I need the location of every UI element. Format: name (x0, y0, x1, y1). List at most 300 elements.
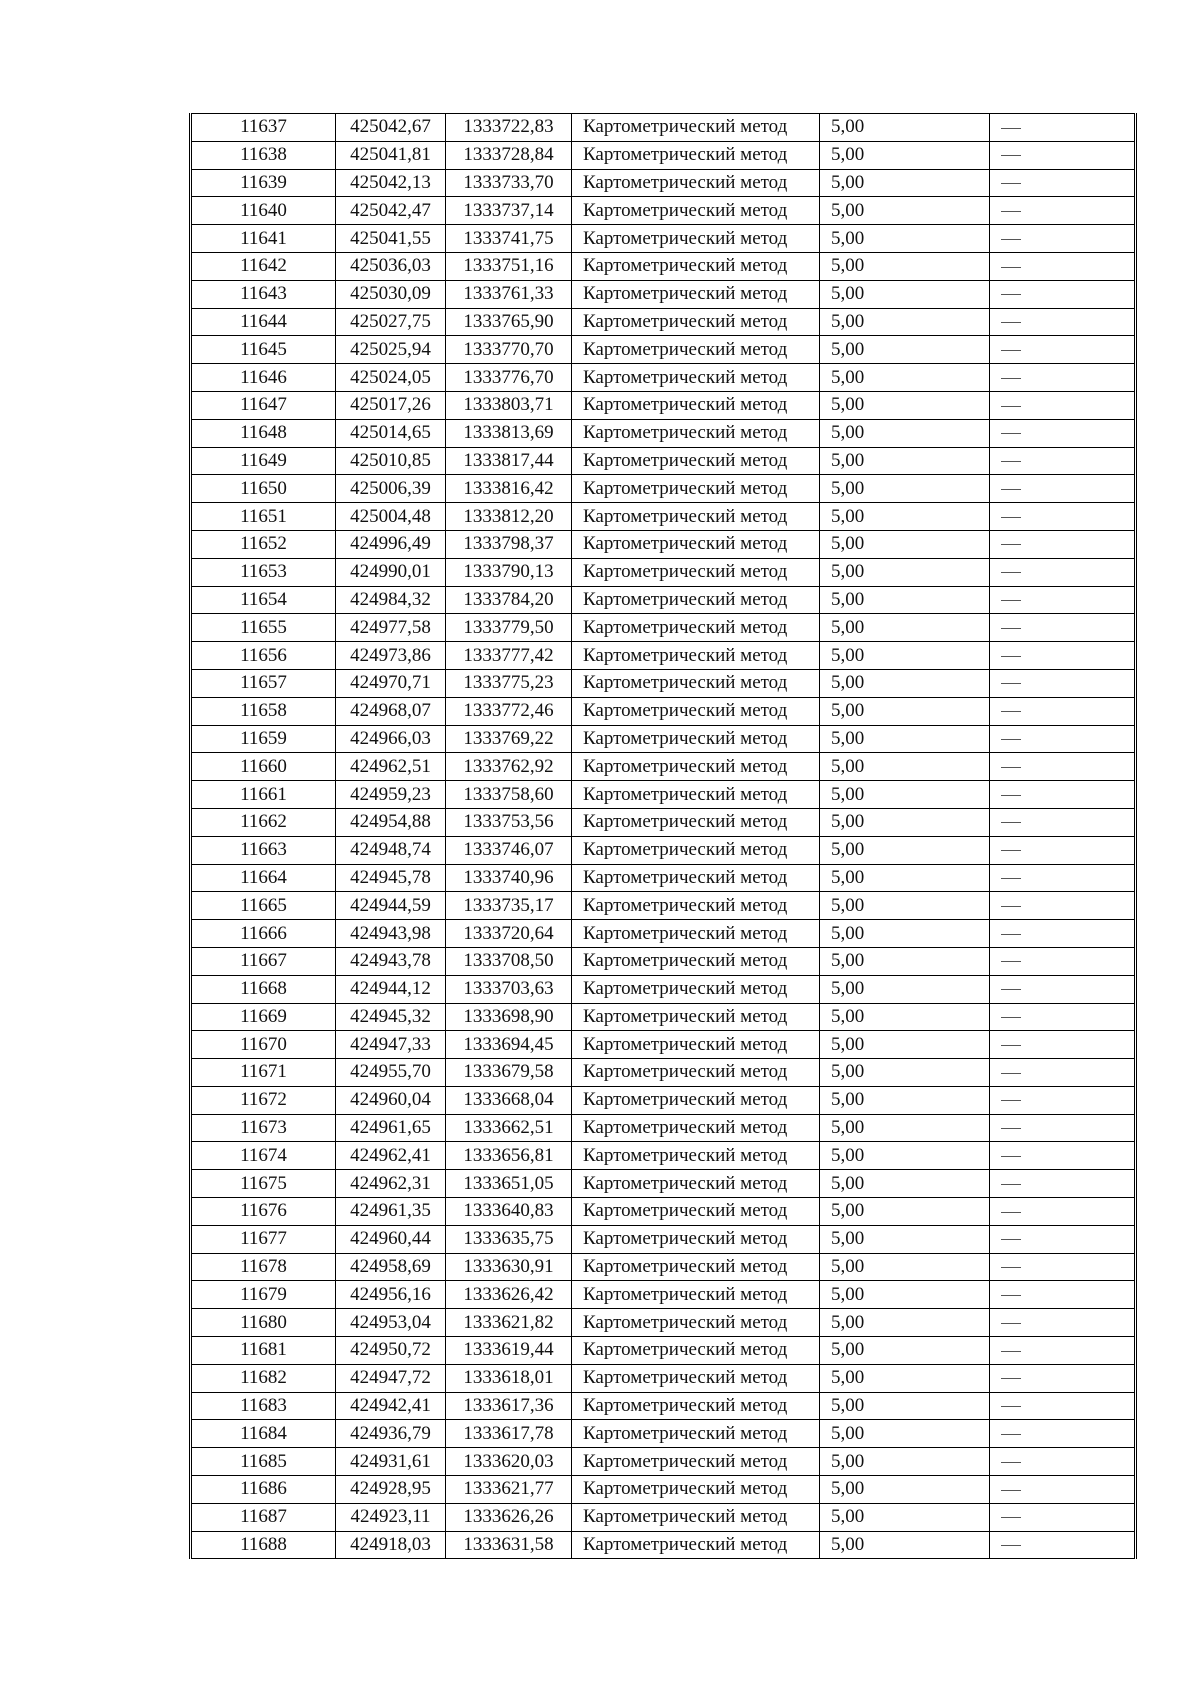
x-coordinate-cell: 425024,05 (336, 364, 446, 392)
y-coordinate-cell: 1333746,07 (446, 836, 572, 864)
accuracy-cell: 5,00 (820, 225, 990, 253)
dash-line (1001, 600, 1021, 601)
dash-line (1001, 1267, 1021, 1268)
method-cell: Картометрический метод (572, 781, 820, 809)
method-cell: Картометрический метод (572, 1392, 820, 1420)
point-number-cell: 11682 (191, 1364, 336, 1392)
point-number-cell: 11649 (191, 447, 336, 475)
accuracy-cell: 5,00 (820, 1170, 990, 1198)
accuracy-cell: 5,00 (820, 947, 990, 975)
x-coordinate-cell: 424943,98 (336, 920, 446, 948)
accuracy-cell: 5,00 (820, 892, 990, 920)
accuracy-cell: 5,00 (820, 1531, 990, 1559)
table-row (191, 725, 1136, 753)
y-coordinate-cell: 1333630,91 (446, 1253, 572, 1281)
point-number-cell: 11677 (191, 1225, 336, 1253)
dash-line (1001, 1490, 1021, 1491)
description-cell (990, 1253, 1136, 1281)
method-cell: Картометрический метод (572, 836, 820, 864)
table-row (191, 642, 1136, 670)
x-coordinate-cell: 424944,59 (336, 892, 446, 920)
accuracy-cell: 5,00 (820, 1364, 990, 1392)
accuracy-cell: 5,00 (820, 808, 990, 836)
table-row (191, 864, 1136, 892)
point-number-cell: 11671 (191, 1059, 336, 1087)
dash-line (1001, 128, 1021, 129)
method-cell: Картометрический метод (572, 1476, 820, 1504)
accuracy-cell: 5,00 (820, 1253, 990, 1281)
accuracy-cell: 5,00 (820, 1503, 990, 1531)
point-number-cell: 11660 (191, 753, 336, 781)
accuracy-cell: 5,00 (820, 1114, 990, 1142)
description-cell (990, 252, 1136, 280)
description-cell (990, 1476, 1136, 1504)
table-row (191, 391, 1136, 419)
accuracy-cell: 5,00 (820, 1225, 990, 1253)
method-cell: Картометрический метод (572, 1198, 820, 1226)
description-cell (990, 1003, 1136, 1031)
y-coordinate-cell: 1333656,81 (446, 1142, 572, 1170)
accuracy-cell: 5,00 (820, 1142, 990, 1170)
method-cell: Картометрический метод (572, 447, 820, 475)
method-cell: Картометрический метод (572, 141, 820, 169)
dash-line (1001, 489, 1021, 490)
description-cell (990, 697, 1136, 725)
point-number-cell: 11658 (191, 697, 336, 725)
method-cell: Картометрический метод (572, 225, 820, 253)
table-row (191, 892, 1136, 920)
method-cell: Картометрический метод (572, 864, 820, 892)
point-number-cell: 11670 (191, 1031, 336, 1059)
table-row (191, 1253, 1136, 1281)
method-cell: Картометрический метод (572, 975, 820, 1003)
table-row (191, 503, 1136, 531)
accuracy-cell: 5,00 (820, 586, 990, 614)
x-coordinate-cell: 424944,12 (336, 975, 446, 1003)
point-number-cell: 11643 (191, 280, 336, 308)
dash-line (1001, 322, 1021, 323)
table-row (191, 1448, 1136, 1476)
y-coordinate-cell: 1333761,33 (446, 280, 572, 308)
method-cell: Картометрический метод (572, 1031, 820, 1059)
x-coordinate-cell: 424977,58 (336, 614, 446, 642)
accuracy-cell: 5,00 (820, 920, 990, 948)
dash-line (1001, 1184, 1021, 1185)
point-number-cell: 11687 (191, 1503, 336, 1531)
description-cell (990, 1420, 1136, 1448)
method-cell: Картометрический метод (572, 1503, 820, 1531)
point-number-cell: 11665 (191, 892, 336, 920)
table-row (191, 1531, 1136, 1559)
y-coordinate-cell: 1333619,44 (446, 1337, 572, 1365)
method-cell: Картометрический метод (572, 920, 820, 948)
method-cell: Картометрический метод (572, 697, 820, 725)
x-coordinate-cell: 425042,47 (336, 197, 446, 225)
method-cell: Картометрический метод (572, 586, 820, 614)
point-number-cell: 11646 (191, 364, 336, 392)
point-number-cell: 11638 (191, 141, 336, 169)
accuracy-cell: 5,00 (820, 725, 990, 753)
dash-line (1001, 433, 1021, 434)
table-row (191, 141, 1136, 169)
dash-line (1001, 934, 1021, 935)
table-row (191, 169, 1136, 197)
table-row (191, 1059, 1136, 1087)
description-cell (990, 864, 1136, 892)
dash-line (1001, 1073, 1021, 1074)
x-coordinate-cell: 424960,44 (336, 1225, 446, 1253)
point-number-cell: 11679 (191, 1281, 336, 1309)
method-cell: Картометрический метод (572, 280, 820, 308)
method-cell: Картометрический метод (572, 1337, 820, 1365)
point-number-cell: 11648 (191, 419, 336, 447)
description-cell (990, 169, 1136, 197)
table-row (191, 1198, 1136, 1226)
description-cell (990, 1392, 1136, 1420)
dash-line (1001, 1239, 1021, 1240)
x-coordinate-cell: 424966,03 (336, 725, 446, 753)
method-cell: Картометрический метод (572, 1086, 820, 1114)
table-row (191, 836, 1136, 864)
dash-line (1001, 628, 1021, 629)
x-coordinate-cell: 424954,88 (336, 808, 446, 836)
dash-line (1001, 906, 1021, 907)
y-coordinate-cell: 1333728,84 (446, 141, 572, 169)
y-coordinate-cell: 1333775,23 (446, 669, 572, 697)
accuracy-cell: 5,00 (820, 1420, 990, 1448)
table-row (191, 1503, 1136, 1531)
point-number-cell: 11668 (191, 975, 336, 1003)
x-coordinate-cell: 425030,09 (336, 280, 446, 308)
description-cell (990, 614, 1136, 642)
dash-line (1001, 656, 1021, 657)
method-cell: Картометрический метод (572, 1003, 820, 1031)
dash-line (1001, 544, 1021, 545)
method-cell: Картометрический метод (572, 753, 820, 781)
x-coordinate-cell: 424947,33 (336, 1031, 446, 1059)
y-coordinate-cell: 1333803,71 (446, 391, 572, 419)
y-coordinate-cell: 1333753,56 (446, 808, 572, 836)
dash-line (1001, 239, 1021, 240)
point-number-cell: 11678 (191, 1253, 336, 1281)
accuracy-cell: 5,00 (820, 1448, 990, 1476)
table-row (191, 1003, 1136, 1031)
method-cell: Картометрический метод (572, 669, 820, 697)
description-cell (990, 419, 1136, 447)
x-coordinate-cell: 424959,23 (336, 781, 446, 809)
description-cell (990, 669, 1136, 697)
x-coordinate-cell: 425042,67 (336, 114, 446, 142)
method-cell: Картометрический метод (572, 252, 820, 280)
accuracy-cell: 5,00 (820, 503, 990, 531)
x-coordinate-cell: 424961,65 (336, 1114, 446, 1142)
point-number-cell: 11680 (191, 1309, 336, 1337)
y-coordinate-cell: 1333722,83 (446, 114, 572, 142)
table-row (191, 530, 1136, 558)
table-row (191, 947, 1136, 975)
description-cell (990, 642, 1136, 670)
table-row (191, 669, 1136, 697)
x-coordinate-cell: 424962,41 (336, 1142, 446, 1170)
point-number-cell: 11655 (191, 614, 336, 642)
accuracy-cell: 5,00 (820, 1031, 990, 1059)
y-coordinate-cell: 1333751,16 (446, 252, 572, 280)
table-row (191, 447, 1136, 475)
y-coordinate-cell: 1333779,50 (446, 614, 572, 642)
method-cell: Картометрический метод (572, 1114, 820, 1142)
accuracy-cell: 5,00 (820, 391, 990, 419)
description-cell (990, 558, 1136, 586)
x-coordinate-cell: 425042,13 (336, 169, 446, 197)
x-coordinate-cell: 424973,86 (336, 642, 446, 670)
point-number-cell: 11656 (191, 642, 336, 670)
description-cell (990, 308, 1136, 336)
description-cell (990, 1531, 1136, 1559)
y-coordinate-cell: 1333626,26 (446, 1503, 572, 1531)
accuracy-cell: 5,00 (820, 280, 990, 308)
table-row (191, 197, 1136, 225)
x-coordinate-cell: 424942,41 (336, 1392, 446, 1420)
y-coordinate-cell: 1333765,90 (446, 308, 572, 336)
method-cell: Картометрический метод (572, 308, 820, 336)
table-row (191, 1170, 1136, 1198)
method-cell: Картометрический метод (572, 114, 820, 142)
method-cell: Картометрический метод (572, 1142, 820, 1170)
description-cell (990, 1503, 1136, 1531)
description-cell (990, 1337, 1136, 1365)
description-cell (990, 391, 1136, 419)
point-number-cell: 11657 (191, 669, 336, 697)
x-coordinate-cell: 424968,07 (336, 697, 446, 725)
description-cell (990, 586, 1136, 614)
dash-line (1001, 989, 1021, 990)
table-row (191, 614, 1136, 642)
point-number-cell: 11661 (191, 781, 336, 809)
method-cell: Картометрический метод (572, 1253, 820, 1281)
x-coordinate-cell: 425025,94 (336, 336, 446, 364)
accuracy-cell: 5,00 (820, 642, 990, 670)
point-number-cell: 11672 (191, 1086, 336, 1114)
y-coordinate-cell: 1333784,20 (446, 586, 572, 614)
description-cell (990, 1198, 1136, 1226)
x-coordinate-cell: 425004,48 (336, 503, 446, 531)
description-cell (990, 1031, 1136, 1059)
description-cell (990, 920, 1136, 948)
point-number-cell: 11673 (191, 1114, 336, 1142)
method-cell: Картометрический метод (572, 1059, 820, 1087)
description-cell (990, 781, 1136, 809)
dash-line (1001, 183, 1021, 184)
method-cell: Картометрический метод (572, 1170, 820, 1198)
x-coordinate-cell: 425017,26 (336, 391, 446, 419)
x-coordinate-cell: 425027,75 (336, 308, 446, 336)
table-row (191, 1281, 1136, 1309)
method-cell: Картометрический метод (572, 1225, 820, 1253)
dash-line (1001, 1212, 1021, 1213)
y-coordinate-cell: 1333740,96 (446, 864, 572, 892)
point-number-cell: 11654 (191, 586, 336, 614)
y-coordinate-cell: 1333694,45 (446, 1031, 572, 1059)
accuracy-cell: 5,00 (820, 1086, 990, 1114)
accuracy-cell: 5,00 (820, 1476, 990, 1504)
point-number-cell: 11642 (191, 252, 336, 280)
dash-line (1001, 1517, 1021, 1518)
x-coordinate-cell: 424943,78 (336, 947, 446, 975)
accuracy-cell: 5,00 (820, 364, 990, 392)
x-coordinate-cell: 424945,32 (336, 1003, 446, 1031)
y-coordinate-cell: 1333708,50 (446, 947, 572, 975)
y-coordinate-cell: 1333769,22 (446, 725, 572, 753)
coordinates-table (189, 113, 1137, 1559)
y-coordinate-cell: 1333640,83 (446, 1198, 572, 1226)
table-row (191, 697, 1136, 725)
description-cell (990, 530, 1136, 558)
dash-line (1001, 1045, 1021, 1046)
point-number-cell: 11641 (191, 225, 336, 253)
accuracy-cell: 5,00 (820, 336, 990, 364)
point-number-cell: 11664 (191, 864, 336, 892)
dash-line (1001, 1406, 1021, 1407)
dash-line (1001, 1156, 1021, 1157)
description-cell (990, 225, 1136, 253)
dash-line (1001, 711, 1021, 712)
accuracy-cell: 5,00 (820, 419, 990, 447)
dash-line (1001, 795, 1021, 796)
description-cell (990, 892, 1136, 920)
dash-line (1001, 572, 1021, 573)
dash-line (1001, 1128, 1021, 1129)
description-cell (990, 808, 1136, 836)
x-coordinate-cell: 424958,69 (336, 1253, 446, 1281)
y-coordinate-cell: 1333762,92 (446, 753, 572, 781)
accuracy-cell: 5,00 (820, 1392, 990, 1420)
method-cell: Картометрический метод (572, 391, 820, 419)
accuracy-cell: 5,00 (820, 252, 990, 280)
point-number-cell: 11659 (191, 725, 336, 753)
y-coordinate-cell: 1333620,03 (446, 1448, 572, 1476)
y-coordinate-cell: 1333617,78 (446, 1420, 572, 1448)
point-number-cell: 11669 (191, 1003, 336, 1031)
y-coordinate-cell: 1333651,05 (446, 1170, 572, 1198)
dash-line (1001, 822, 1021, 823)
description-cell (990, 503, 1136, 531)
x-coordinate-cell: 425041,55 (336, 225, 446, 253)
method-cell: Картометрический метод (572, 892, 820, 920)
x-coordinate-cell: 424947,72 (336, 1364, 446, 1392)
accuracy-cell: 5,00 (820, 114, 990, 142)
dash-line (1001, 406, 1021, 407)
accuracy-cell: 5,00 (820, 447, 990, 475)
point-number-cell: 11685 (191, 1448, 336, 1476)
method-cell: Картометрический метод (572, 419, 820, 447)
method-cell: Картометрический метод (572, 1531, 820, 1559)
table-row (191, 336, 1136, 364)
point-number-cell: 11684 (191, 1420, 336, 1448)
x-coordinate-cell: 424990,01 (336, 558, 446, 586)
method-cell: Картометрический метод (572, 364, 820, 392)
y-coordinate-cell: 1333772,46 (446, 697, 572, 725)
point-number-cell: 11651 (191, 503, 336, 531)
point-number-cell: 11652 (191, 530, 336, 558)
y-coordinate-cell: 1333816,42 (446, 475, 572, 503)
table-row (191, 225, 1136, 253)
x-coordinate-cell: 424953,04 (336, 1309, 446, 1337)
x-coordinate-cell: 425010,85 (336, 447, 446, 475)
table-row (191, 1225, 1136, 1253)
y-coordinate-cell: 1333617,36 (446, 1392, 572, 1420)
method-cell: Картометрический метод (572, 1420, 820, 1448)
point-number-cell: 11637 (191, 114, 336, 142)
y-coordinate-cell: 1333735,17 (446, 892, 572, 920)
accuracy-cell: 5,00 (820, 308, 990, 336)
table-row (191, 1420, 1136, 1448)
method-cell: Картометрический метод (572, 614, 820, 642)
x-coordinate-cell: 424996,49 (336, 530, 446, 558)
accuracy-cell: 5,00 (820, 1198, 990, 1226)
y-coordinate-cell: 1333668,04 (446, 1086, 572, 1114)
method-cell: Картометрический метод (572, 530, 820, 558)
table-row (191, 419, 1136, 447)
table-row (191, 586, 1136, 614)
table-row (191, 1309, 1136, 1337)
y-coordinate-cell: 1333790,13 (446, 558, 572, 586)
description-cell (990, 947, 1136, 975)
dash-line (1001, 850, 1021, 851)
description-cell (990, 1142, 1136, 1170)
method-cell: Картометрический метод (572, 808, 820, 836)
accuracy-cell: 5,00 (820, 1309, 990, 1337)
accuracy-cell: 5,00 (820, 169, 990, 197)
point-number-cell: 11647 (191, 391, 336, 419)
description-cell (990, 1364, 1136, 1392)
table-row (191, 1142, 1136, 1170)
point-number-cell: 11653 (191, 558, 336, 586)
y-coordinate-cell: 1333733,70 (446, 169, 572, 197)
x-coordinate-cell: 424936,79 (336, 1420, 446, 1448)
method-cell: Картометрический метод (572, 197, 820, 225)
description-cell (990, 141, 1136, 169)
accuracy-cell: 5,00 (820, 1281, 990, 1309)
table-row (191, 920, 1136, 948)
description-cell (990, 197, 1136, 225)
dash-line (1001, 267, 1021, 268)
method-cell: Картометрический метод (572, 642, 820, 670)
table-row (191, 308, 1136, 336)
table-row (191, 558, 1136, 586)
table-row (191, 975, 1136, 1003)
point-number-cell: 11640 (191, 197, 336, 225)
dash-line (1001, 517, 1021, 518)
method-cell: Картометрический метод (572, 169, 820, 197)
dash-line (1001, 461, 1021, 462)
point-number-cell: 11645 (191, 336, 336, 364)
accuracy-cell: 5,00 (820, 753, 990, 781)
y-coordinate-cell: 1333798,37 (446, 530, 572, 558)
y-coordinate-cell: 1333817,44 (446, 447, 572, 475)
y-coordinate-cell: 1333741,75 (446, 225, 572, 253)
dash-line (1001, 1378, 1021, 1379)
method-cell: Картометрический метод (572, 475, 820, 503)
point-number-cell: 11650 (191, 475, 336, 503)
table-row (191, 1031, 1136, 1059)
x-coordinate-cell: 424948,74 (336, 836, 446, 864)
method-cell: Картометрический метод (572, 1364, 820, 1392)
accuracy-cell: 5,00 (820, 864, 990, 892)
description-cell (990, 475, 1136, 503)
description-cell (990, 1309, 1136, 1337)
y-coordinate-cell: 1333758,60 (446, 781, 572, 809)
dash-line (1001, 1545, 1021, 1546)
